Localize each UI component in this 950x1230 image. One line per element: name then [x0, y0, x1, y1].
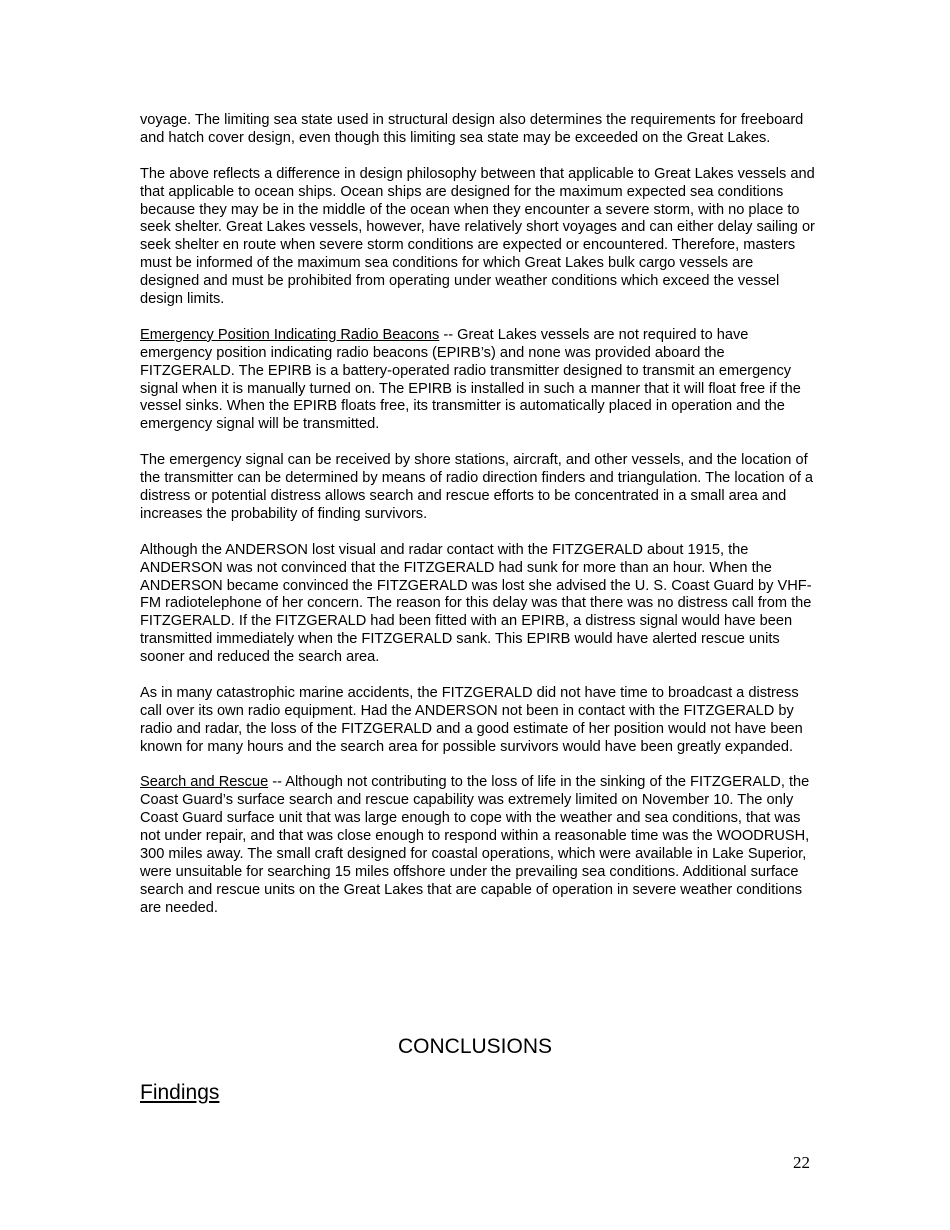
paragraph-anderson-contact: Although the ANDERSON lost visual and radar contact with the FITZGERALD about 1915, the ANDERSON was not convinced that the FITZGERALD had sunk for more than an hour. When the ANDERSON became convinced the FITZGERALD was lost she advised the U. S. Coast Guard by VHF-FM radiotelephone of her concern. The reason for this delay was that there was no distress call from the FITZGERALD. If the FITZGERALD had been fitted with an EPIRB, a distress signal would have been transmitted immediately when the FITZGERALD sank. This EPIRB would have alerted rescue units sooner and reduced the search area.: [140, 541, 812, 666]
document-body: [140, 112, 815, 936]
paragraph-emergency-signal: The emergency signal can be received by shore stations, aircraft, and other vessels, and the location of the transmitter can be determined by means of radio direction finders and triangulation. The location of a distress or potential distress allows search and rescue efforts to be concentrated in a small area and increases the probability of finding survivors.: [140, 452, 814, 522]
paragraph-design-philosophy: The above reflects a difference in design philosophy between that applicable to Great Lakes vessels and that applicable to ocean ships. Ocean ships are designed for the maximum expected sea conditions because they may be in the middle of the ocean when they encounter a severe storm, with no place to seek shelter. Great Lakes vessels, however, have relatively short voyages and can either delay sailing or seek shelter en route when severe storm conditions are expected or encountered. Therefore, masters must be informed of the maximum sea conditions for which Great Lakes bulk cargo vessels are designed and must be prohibited from operating under weather conditions which exceed the vessel design limits.: [140, 165, 815, 308]
paragraph-search-and-rescue: [140, 774, 815, 917]
epirb-heading: Emergency Position Indicating Radio Beacons: [140, 326, 440, 343]
search-rescue-body: -- Although not contributing to the loss of life in the sinking of the FITZGERALD, the Coast Guard’s surface search and rescue capability was extremely limited on November 10. The only Coast Guard surface unit that was large enough to cope with the weather and sea conditions, that was not under repair, and that was close enough to respond within a reasonable time was the WOODRUSH, 300 miles away. The small craft designed for coastal operations, which were available in Lake Superior, were unsuitable for searching 15 miles offshore under the prevailing sea conditions. Additional surface search and rescue units on the Great Lakes that are capable of operation in severe weather conditions are needed.: [140, 774, 810, 916]
page-number: 22: [793, 1153, 810, 1172]
paragraph-limiting-sea-state: voyage. The limiting sea state used in structural design also determines the requirements for freeboard and hatch cover design, even though this limiting sea state may be exceeded on the Great Lakes.: [140, 112, 804, 146]
findings-heading: Findings: [140, 1081, 220, 1104]
paragraph-epirb: [140, 327, 815, 434]
paragraph-catastrophic-accidents: As in many catastrophic marine accidents, the FITZGERALD did not have time to broadcast a distress call over its own radio equipment. Had the ANDERSON not been in contact with the FITZGERALD by radio and radar, the loss of the FITZGERALD and a good estimate of her position would not have been known for many hours and the search area for possible survivors would have been greatly expanded.: [140, 684, 803, 755]
epirb-body: -- Great Lakes vessels are not required to have emergency position indicating radio beacons (EPIRB’s) and none was provided aboard the FITZGERALD. The EPIRB is a battery-operated radio transmitter designed to transmit an emergency signal when it is manually turned on. The EPIRB is installed in such a manner that it will float free if the vessel sinks. When the EPIRB floats free, its transmitter is automatically placed in operation and the emergency signal will be transmitted.: [140, 326, 801, 433]
search-rescue-heading: Search and Rescue: [140, 774, 269, 791]
section-title: CONCLUSIONS: [397, 1035, 553, 1058]
